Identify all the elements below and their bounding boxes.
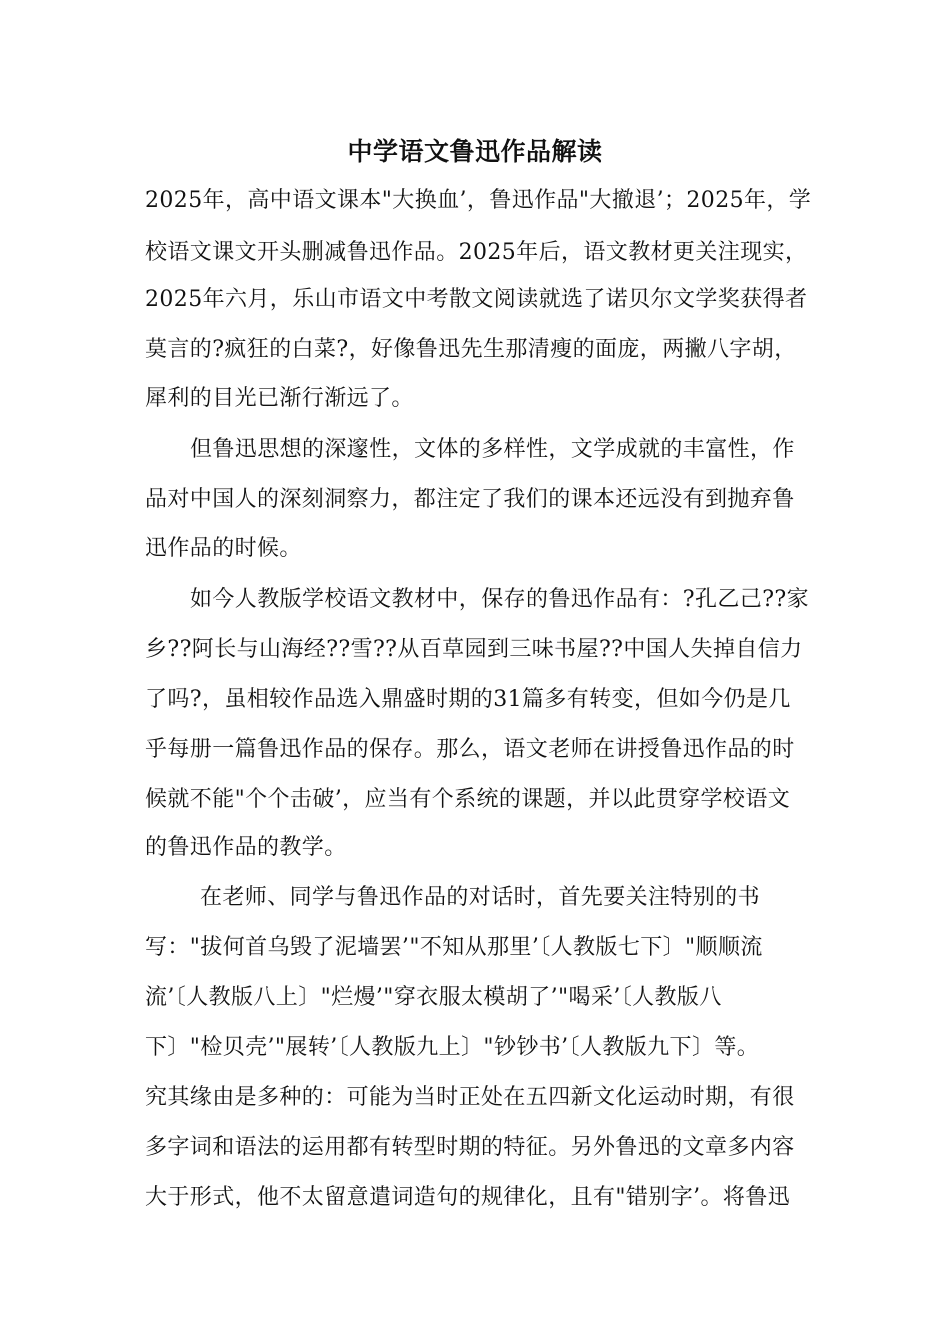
text-line: 在老师、同学与鲁迅作品的对话时，首先要关注特别的书	[200, 885, 761, 910]
text-line: 但鲁迅思想的深邃性，文体的多样性，文学成就的丰富性，作	[190, 437, 795, 462]
text-line: 写："拔何首乌毁了泥墙罢’"不知从那里’〔人教版七下〕"顺顺流	[145, 935, 763, 960]
text-line: 候就不能"个个击破’，应当有个系统的课题，并以此贯穿学校语文	[145, 787, 791, 812]
document-title: 中学语文鲁迅作品解读	[347, 137, 603, 166]
text-line: 大于形式，他不太留意遣词造句的规律化，且有"错别字’。将鲁迅	[145, 1185, 791, 1210]
text-line: 了吗?，虽相较作品选入鼎盛时期的31篇多有转变，但如今仍是几	[145, 687, 791, 712]
text-line: 究其缘由是多种的：可能为当时正处在五四新文化运动时期，有很	[145, 1085, 795, 1110]
text-line: 乡??阿长与山海经??雪??从百草园到三味书屋??中国人失掉自信力	[145, 637, 803, 662]
text-line: 下〕"检贝壳’"展转’〔人教版九上〕"钞钞书’〔人教版九下〕等。	[145, 1035, 760, 1060]
text-line: 莫言的?疯狂的白菜?，好像鲁迅先生那清瘦的面庞，两撇八字胡，	[145, 337, 797, 362]
text-line: 2025年，高中语文课本"大换血’，鲁迅作品"大撤退’；2025年，学	[145, 188, 812, 213]
text-line: 校语文课文开头删减鲁迅作品。2025年后，语文教材更关注现实，	[145, 240, 808, 265]
text-line: 2025年六月，乐山市语文中考散文阅读就选了诺贝尔文学奖获得者	[145, 287, 808, 312]
text-line: 多字词和语法的运用都有转型时期的特征。另外鲁迅的文章多内容	[145, 1135, 795, 1160]
text-line: 品对中国人的深刻洞察力，都注定了我们的课本还远没有到抛弃鲁	[145, 487, 795, 512]
text-line: 迅作品的时候。	[145, 536, 302, 561]
text-line: 的鲁迅作品的教学。	[145, 835, 347, 860]
text-line: 犀利的目光已渐行渐远了。	[145, 386, 414, 411]
text-line: 乎每册一篇鲁迅作品的保存。那么，语文老师在讲授鲁迅作品的时	[145, 737, 795, 762]
text-line: 如今人教版学校语文教材中，保存的鲁迅作品有：?孔乙己??家	[190, 587, 809, 612]
text-line: 流’〔人教版八上〕"烂熳’"穿衣服太模胡了’"喝采’〔人教版八	[145, 985, 722, 1010]
